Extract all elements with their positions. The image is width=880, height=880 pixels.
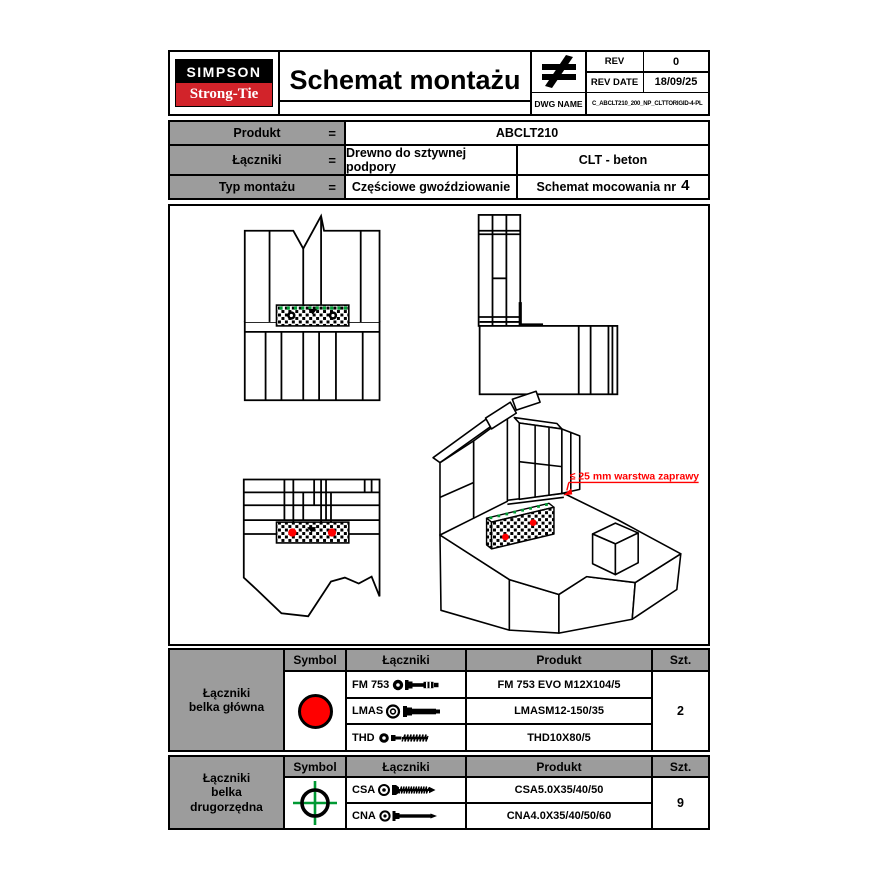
secondary-beam-qty: 9 [653, 778, 708, 828]
fastener-product: THD10X80/5 [467, 725, 651, 750]
fastener-name-cell [347, 804, 465, 828]
mount-scheme-number: 4 [681, 176, 690, 194]
simpson-logo-text: SIMPSON [176, 60, 272, 83]
not-equal-logo-icon [532, 52, 585, 92]
fasteners-label-text: Łączniki [232, 153, 282, 167]
fastener-product: CNA4.0X35/40/50/60 [467, 804, 651, 828]
label-line: belka główna [188, 700, 265, 714]
fastener-name: THD [352, 731, 375, 744]
label-line: drugorzędna [190, 799, 263, 814]
dwg-name-label: DWG NAME [532, 93, 585, 114]
title-cell [280, 52, 530, 114]
front-section-view [245, 216, 380, 400]
revision-table [532, 52, 708, 114]
mortar-annotation-text: ≤ 25 mm warstwa zaprawy [569, 471, 700, 483]
title-block [168, 50, 710, 116]
label-line: Łączniki [202, 770, 251, 785]
fasteners-value-1: Drewno do sztywnej podpory [346, 146, 516, 174]
equals-sign: = [328, 125, 336, 141]
fastener-name-cell [347, 672, 465, 697]
concrete-screw-icon [378, 730, 432, 746]
header-product: Produkt [467, 650, 651, 670]
mount-type-row-label [170, 176, 344, 198]
header-fasteners: Łączniki [347, 757, 465, 776]
product-value: ABCLT210 [346, 122, 708, 144]
anchor-bolt-icon [386, 703, 442, 720]
fasteners-value-2: CLT - beton [518, 146, 708, 174]
fastener-name: CSA [352, 784, 376, 796]
fasteners-row-label [170, 146, 344, 174]
product-info-table [168, 120, 710, 200]
mount-type-label-text: Typ montażu [218, 180, 296, 194]
fastener-product: CSA5.0X35/40/50 [467, 778, 651, 802]
label-line: Łączniki [202, 685, 251, 700]
secondary-beam-fastener-table [168, 755, 710, 830]
page-title: Schemat montażu [279, 65, 530, 102]
plan-section-view [244, 480, 380, 617]
fastener-name: FM 753 [352, 678, 390, 691]
header-qty: Szt. [653, 650, 708, 670]
product-label-text: Produkt [233, 126, 281, 140]
mount-scheme-text: Schemat mocowania nr [536, 180, 677, 194]
isometric-view [433, 391, 699, 633]
main-beam-fastener-table [168, 648, 710, 752]
fastener-product: LMASM12-150/35 [467, 699, 651, 723]
rev-label: REV [587, 52, 643, 71]
main-beam-row-label [170, 650, 283, 750]
secondary-beam-row-label [170, 757, 283, 828]
header-symbol: Symbol [285, 757, 345, 776]
mount-type-value-2 [518, 176, 708, 198]
green-crosshair-symbol-icon [292, 780, 338, 826]
rev-date-label: REV DATE [587, 73, 643, 92]
fastener-product: FM 753 EVO M12X104/5 [467, 672, 651, 697]
equals-sign: = [328, 179, 336, 195]
main-beam-qty: 2 [653, 672, 708, 750]
product-row-label [170, 122, 344, 144]
red-circle-symbol-icon [298, 694, 333, 729]
simpson-strongtie-logo [176, 60, 272, 106]
label-line: belka [211, 785, 242, 800]
side-elevation-view [479, 215, 618, 394]
wood-screw-icon [378, 782, 436, 798]
drawing-area [168, 204, 710, 646]
wedge-anchor-icon [392, 677, 440, 693]
dwg-name-value: C_ABCLT210_200_NP_CLTTORIGID-4-PL [587, 93, 709, 114]
fastener-name-cell [347, 778, 465, 802]
rev-date-value: 18/09/25 [644, 73, 708, 92]
fastener-name: CNA [352, 810, 376, 822]
fastener-name-cell [347, 699, 465, 723]
mortar-annotation [563, 472, 699, 496]
strongtie-logo-text: Strong-Tie [176, 83, 272, 106]
main-beam-symbol-cell [285, 672, 345, 750]
assembly-drawings [170, 206, 708, 644]
mount-type-value-1: Częściowe gwoździowanie [346, 176, 516, 198]
equals-sign: = [328, 152, 336, 168]
header-product: Produkt [467, 757, 651, 776]
rev-value: 0 [644, 52, 708, 71]
fastener-name-cell [347, 725, 465, 750]
fastener-name: LMAS [352, 705, 384, 717]
header-qty: Szt. [653, 757, 708, 776]
secondary-beam-symbol-cell [285, 778, 345, 828]
angle-bracket-outline [520, 302, 543, 325]
anchor-nail-icon [379, 808, 437, 824]
logo [170, 52, 278, 114]
header-fasteners: Łączniki [347, 650, 465, 670]
header-symbol: Symbol [285, 650, 345, 670]
